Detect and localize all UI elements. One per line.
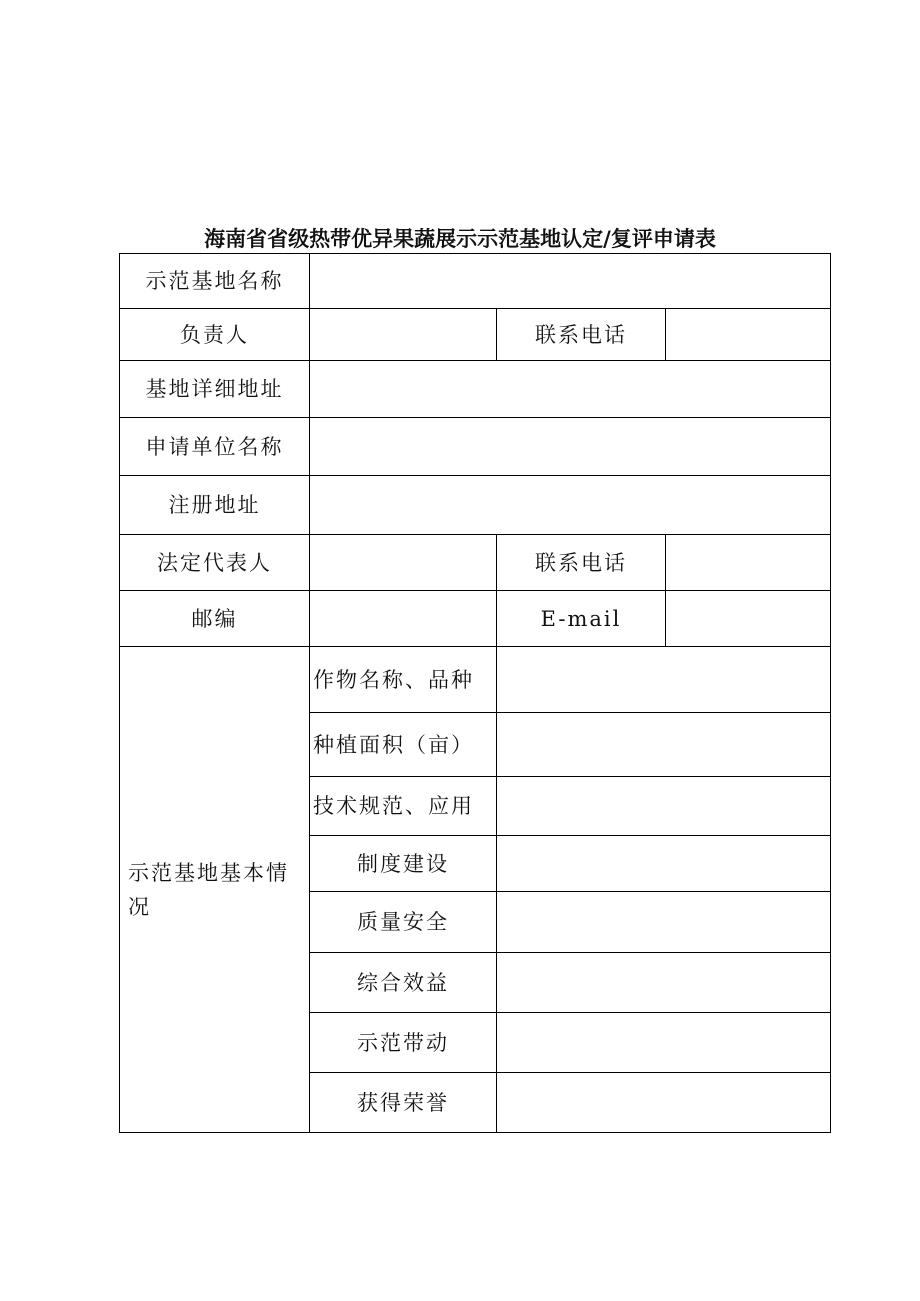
- form-row-applicant-unit: [120, 418, 831, 476]
- application-form-table: [119, 253, 831, 1133]
- label-base-name: 示范基地名称: [120, 254, 310, 309]
- field-demonstration-lead[interactable]: [497, 1013, 831, 1073]
- form-row-postcode: [120, 591, 831, 647]
- label-quality-safety: 质量安全: [310, 892, 497, 953]
- basic-info-row: [120, 647, 831, 713]
- label-demonstration-lead: 示范带动: [310, 1013, 497, 1073]
- label-planting-area: 种植面积（亩）: [310, 713, 497, 777]
- label-system-building: 制度建设: [310, 836, 497, 892]
- field-crop-variety[interactable]: [497, 647, 831, 713]
- label-applicant-unit: 申请单位名称: [120, 418, 310, 476]
- label-postcode: 邮编: [120, 591, 310, 647]
- label-basic-info-section: 示范基地基本情况: [120, 647, 310, 1133]
- field-registered-address[interactable]: [310, 476, 831, 535]
- label-legal-rep: 法定代表人: [120, 535, 310, 591]
- form-row-detailed-address: [120, 361, 831, 418]
- field-legal-rep[interactable]: [310, 535, 497, 591]
- field-phone-2[interactable]: [666, 535, 831, 591]
- field-honors[interactable]: [497, 1073, 831, 1133]
- field-base-name[interactable]: [310, 254, 831, 309]
- label-email: E-mail: [497, 591, 666, 647]
- form-title: 海南省省级热带优异果蔬展示示范基地认定/复评申请表: [204, 227, 716, 251]
- label-registered-address: 注册地址: [120, 476, 310, 535]
- field-email[interactable]: [666, 591, 831, 647]
- field-phone-1[interactable]: [666, 309, 831, 361]
- field-planting-area[interactable]: [497, 713, 831, 777]
- label-detailed-address: 基地详细地址: [120, 361, 310, 418]
- field-system-building[interactable]: [497, 836, 831, 892]
- label-honors: 获得荣誉: [310, 1073, 497, 1133]
- label-crop-variety: 作物名称、品种: [310, 647, 497, 713]
- label-tech-standard: 技术规范、应用: [310, 777, 497, 836]
- form-row-person: [120, 309, 831, 361]
- field-detailed-address[interactable]: [310, 361, 831, 418]
- label-phone-1: 联系电话: [497, 309, 666, 361]
- label-person-in-charge: 负责人: [120, 309, 310, 361]
- form-row-base-name: [120, 254, 831, 309]
- field-applicant-unit[interactable]: [310, 418, 831, 476]
- field-postcode[interactable]: [310, 591, 497, 647]
- field-person-in-charge[interactable]: [310, 309, 497, 361]
- form-row-legal-rep: [120, 535, 831, 591]
- label-overall-benefit: 综合效益: [310, 953, 497, 1013]
- form-row-registered-address: [120, 476, 831, 535]
- field-quality-safety[interactable]: [497, 892, 831, 953]
- field-tech-standard[interactable]: [497, 777, 831, 836]
- field-overall-benefit[interactable]: [497, 953, 831, 1013]
- label-phone-2: 联系电话: [497, 535, 666, 591]
